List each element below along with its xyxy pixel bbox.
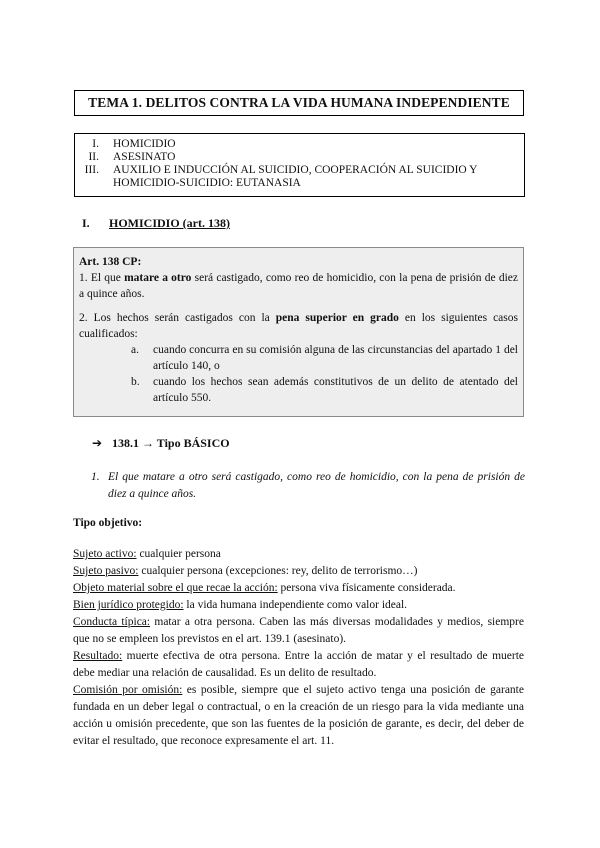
- definition-label: Objeto material sobre el que recae la acción:: [73, 582, 278, 594]
- tipo-objetivo-heading: Tipo objetivo:: [73, 517, 143, 529]
- toc-item: [75, 151, 524, 164]
- definition-item: [73, 597, 524, 614]
- text-span: en los siguientes casos cualificados:: [79, 312, 518, 340]
- toc-item-number: I.: [92, 138, 99, 150]
- article-sublist: [131, 342, 518, 406]
- section-title: HOMICIDIO (art. 138): [109, 216, 230, 230]
- text-span: será castigado, como reo de homicidio, con la pena de prisión de diez a quince años.: [79, 272, 518, 300]
- toc-item-text: ASESINATO: [113, 151, 176, 163]
- definition-text: cualquier persona: [136, 548, 221, 560]
- subheading: [92, 436, 230, 451]
- list-item-text: cuando concurra en su comisión alguna de las circunstancias del apartado 1 del artículo 140, o: [153, 344, 518, 372]
- toc-item-text: HOMICIDIO: [113, 138, 176, 150]
- quote-number: 1.: [91, 471, 100, 483]
- definition-label: Sujeto pasivo:: [73, 565, 139, 577]
- definition-label: Comisión por omisión:: [73, 684, 183, 696]
- toc-item-number: II.: [88, 151, 99, 163]
- list-item: [131, 374, 518, 406]
- definition-text: muerte efectiva de otra persona. Entre la acción de matar y el resultado de muerte debe mediar una relación de causalidad. Es un delito de resultado.: [73, 650, 524, 679]
- text-span: 2. Los hechos serán castigados con la: [79, 312, 276, 324]
- bold-span: pena superior en grado: [275, 312, 399, 324]
- definition-label: Conducta típica:: [73, 616, 151, 628]
- list-item-letter: b.: [131, 376, 140, 388]
- subheading-text: 138.1 → Tipo BÁSICO: [112, 436, 230, 450]
- definition-label: Bien jurídico protegido:: [73, 599, 184, 611]
- toc-item-number: III.: [84, 164, 99, 176]
- toc-item-text: AUXILIO E INDUCCIÓN AL SUICIDIO, COOPERACIÓN AL SUICIDIO Y HOMICIDIO-SUICIDIO: EUTANASIA: [113, 164, 478, 189]
- article-title: Art. 138 CP:: [79, 256, 142, 268]
- list-item: [131, 342, 518, 374]
- article-box: [73, 247, 524, 417]
- article-paragraph-1: [79, 270, 518, 302]
- quote-text: El que matare a otro será castigado, como reo de homicidio, con la pena de prisión de diez a quince años.: [108, 471, 525, 500]
- toc-item: [75, 138, 524, 151]
- article-paragraph-2: [79, 310, 518, 342]
- definition-text: cualquier persona (excepciones: rey, delito de terrorismo…): [138, 565, 418, 577]
- list-item-letter: a.: [131, 344, 139, 356]
- definition-text: es posible, siempre que el sujeto activo tenga una posición de garante fundada en un deber legal o contractual, o en la creación de un riesgo para la vida mediante una acción u omisión precedente, que son las fuentes de la posición de garante, es decir, del deber de evitar el resultado, que reconoce expresamente el art. 11.: [73, 684, 524, 747]
- definition-text: persona viva físicamente considerada.: [277, 582, 456, 594]
- definitions-list: [73, 546, 524, 750]
- text-span: 1. El que: [79, 272, 125, 284]
- definition-item: [73, 580, 524, 597]
- quoted-text: [91, 469, 525, 503]
- arrow-right-icon: ➔: [92, 436, 103, 450]
- definition-label: Sujeto activo:: [73, 548, 137, 560]
- definition-label: Resultado:: [73, 650, 123, 662]
- definition-item: [73, 648, 524, 682]
- section-number: I.: [82, 216, 90, 230]
- definition-text: la vida humana independiente como valor ideal.: [183, 599, 408, 611]
- table-of-contents: [74, 133, 525, 197]
- list-item-text: cuando los hechos sean además constitutivos de un delito de atentado del artículo 550.: [153, 376, 518, 404]
- definition-item: [73, 563, 524, 580]
- definition-item: [73, 682, 524, 750]
- toc-item: [75, 164, 524, 190]
- bold-span: matare a otro: [124, 272, 192, 284]
- definition-text: matar a otra persona. Caben las más diversas modalidades y medios, siempre que no se empleen los previstos en el art. 139.1 (asesinato).: [73, 616, 524, 645]
- definition-item: [73, 546, 524, 563]
- document-title: TEMA 1. DELITOS CONTRA LA VIDA HUMANA INDEPENDIENTE: [74, 90, 524, 116]
- section-heading: [82, 216, 230, 231]
- definition-item: [73, 614, 524, 648]
